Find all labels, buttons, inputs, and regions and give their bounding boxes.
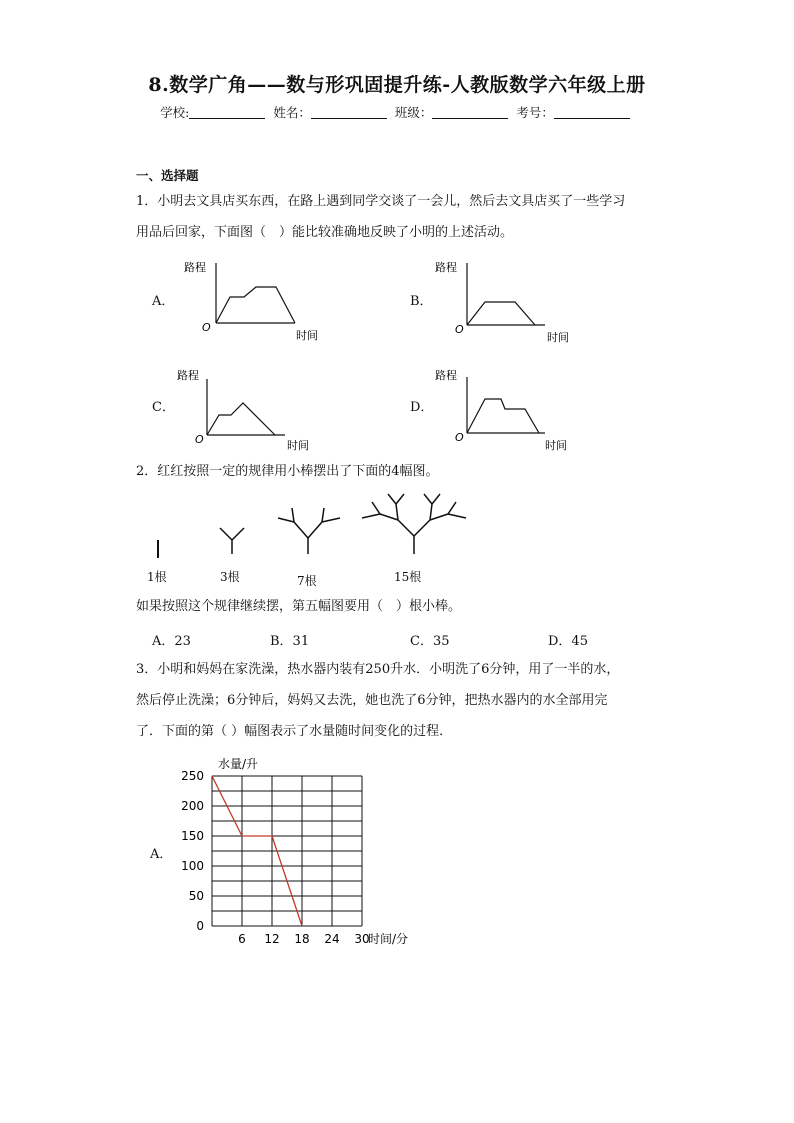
class-blank[interactable] bbox=[432, 106, 508, 119]
q2-figure-label-2: 3根 bbox=[220, 570, 240, 584]
q1-b-origin: O bbox=[455, 323, 464, 336]
y-tick-label: 50 bbox=[188, 889, 204, 903]
chart-x-ticks bbox=[238, 932, 369, 946]
q1-d-xaxis-label: 时间 bbox=[545, 439, 567, 452]
y-tick-label: 200 bbox=[181, 799, 204, 813]
q1-a-origin: O bbox=[202, 321, 211, 334]
q1-d-yaxis-label: 路程 bbox=[435, 369, 457, 382]
x-tick-label: 12 bbox=[264, 932, 280, 946]
q2-option-b[interactable]: B．31 bbox=[270, 634, 310, 649]
student-info-line bbox=[0, 103, 794, 121]
q1-c-yaxis-label: 路程 bbox=[177, 369, 199, 382]
question-3 bbox=[136, 654, 676, 747]
y-tick-label: 100 bbox=[181, 859, 204, 873]
chart-grid bbox=[212, 776, 362, 926]
name-blank[interactable] bbox=[311, 106, 387, 119]
q2-line2: 如果按照这个规律继续摆，第五幅图要用（ ）根小棒。 bbox=[136, 599, 462, 614]
q1-a-xaxis-label: 时间 bbox=[296, 329, 318, 342]
x-tick-label: 6 bbox=[238, 932, 246, 946]
school-label: 学校: bbox=[160, 105, 190, 120]
question-1 bbox=[136, 186, 666, 248]
q3-line2: 然后停止洗澡；6分钟后，妈妈又去洗，她也洗了6分钟，把热水器内的水全部用完 bbox=[136, 693, 608, 708]
y-tick-label: 250 bbox=[181, 769, 204, 783]
chart-x-axis-label: 时间/分 bbox=[368, 932, 409, 946]
q2-option-d[interactable]: D．45 bbox=[548, 634, 588, 649]
q3-water-chart bbox=[170, 750, 460, 950]
exam-no-label: 考号： bbox=[516, 105, 554, 120]
q1-option-a-label[interactable]: A． bbox=[152, 294, 175, 309]
q2-figure-label-4: 15根 bbox=[394, 570, 422, 584]
q3-option-a-label[interactable]: A． bbox=[150, 847, 173, 862]
q1-graph-c bbox=[175, 365, 325, 455]
y-tick-label: 150 bbox=[181, 829, 204, 843]
q2-line1: 2．红红按照一定的规律用小棒摆出了下面的4幅图。 bbox=[136, 464, 439, 479]
q1-graph-a bbox=[180, 255, 330, 345]
q2-option-a[interactable]: A．23 bbox=[152, 634, 191, 649]
q1-a-yaxis-label: 路程 bbox=[184, 261, 206, 274]
q1-option-b-label[interactable]: B． bbox=[410, 294, 433, 309]
x-tick-label: 30 bbox=[354, 932, 370, 946]
name-label: 姓名： bbox=[273, 105, 311, 120]
x-tick-label: 18 bbox=[294, 932, 310, 946]
q1-option-d-label[interactable]: D． bbox=[410, 400, 434, 415]
q2-figure-label-1: 1根 bbox=[147, 570, 167, 584]
q1-graph-d bbox=[435, 365, 585, 455]
page-title: 8.数学广角——数与形巩固提升练-人教版数学六年级上册 bbox=[148, 74, 646, 96]
q1-b-xaxis-label: 时间 bbox=[547, 331, 569, 344]
q3-line1: 3．小明和妈妈在家洗澡，热水器内装有250升水．小明洗了6分钟，用了一半的水， bbox=[136, 662, 620, 677]
section-title: 一、选择题 bbox=[136, 168, 199, 183]
q2-figure-label-3: 7根 bbox=[297, 574, 317, 588]
y-tick-label: 0 bbox=[196, 919, 204, 933]
class-label: 班级： bbox=[394, 105, 433, 120]
q1-b-yaxis-label: 路程 bbox=[435, 261, 457, 274]
q1-c-xaxis-label: 时间 bbox=[287, 439, 309, 452]
q1-graph-b bbox=[435, 255, 585, 345]
q1-line1: 1．小明去文具店买东西，在路上遇到同学交谈了一会儿，然后去文具店买了一些学习 bbox=[136, 194, 626, 209]
q1-line2: 用品后回家，下面图（ ）能比较准确地反映了小明的上述活动。 bbox=[136, 225, 514, 240]
q1-d-origin: O bbox=[455, 431, 464, 444]
q1-option-c-label[interactable]: C． bbox=[152, 400, 175, 415]
q3-line3: 了．下面的第（ ）幅图表示了水量随时间变化的过程． bbox=[136, 724, 453, 739]
x-tick-label: 24 bbox=[324, 932, 340, 946]
chart-y-axis-label: 水量/升 bbox=[218, 757, 259, 771]
q1-c-origin: O bbox=[195, 433, 204, 446]
exam-no-blank[interactable] bbox=[554, 106, 630, 119]
school-blank[interactable] bbox=[189, 106, 265, 119]
chart-y-ticks bbox=[181, 769, 204, 933]
q2-option-c[interactable]: C．35 bbox=[410, 634, 450, 649]
